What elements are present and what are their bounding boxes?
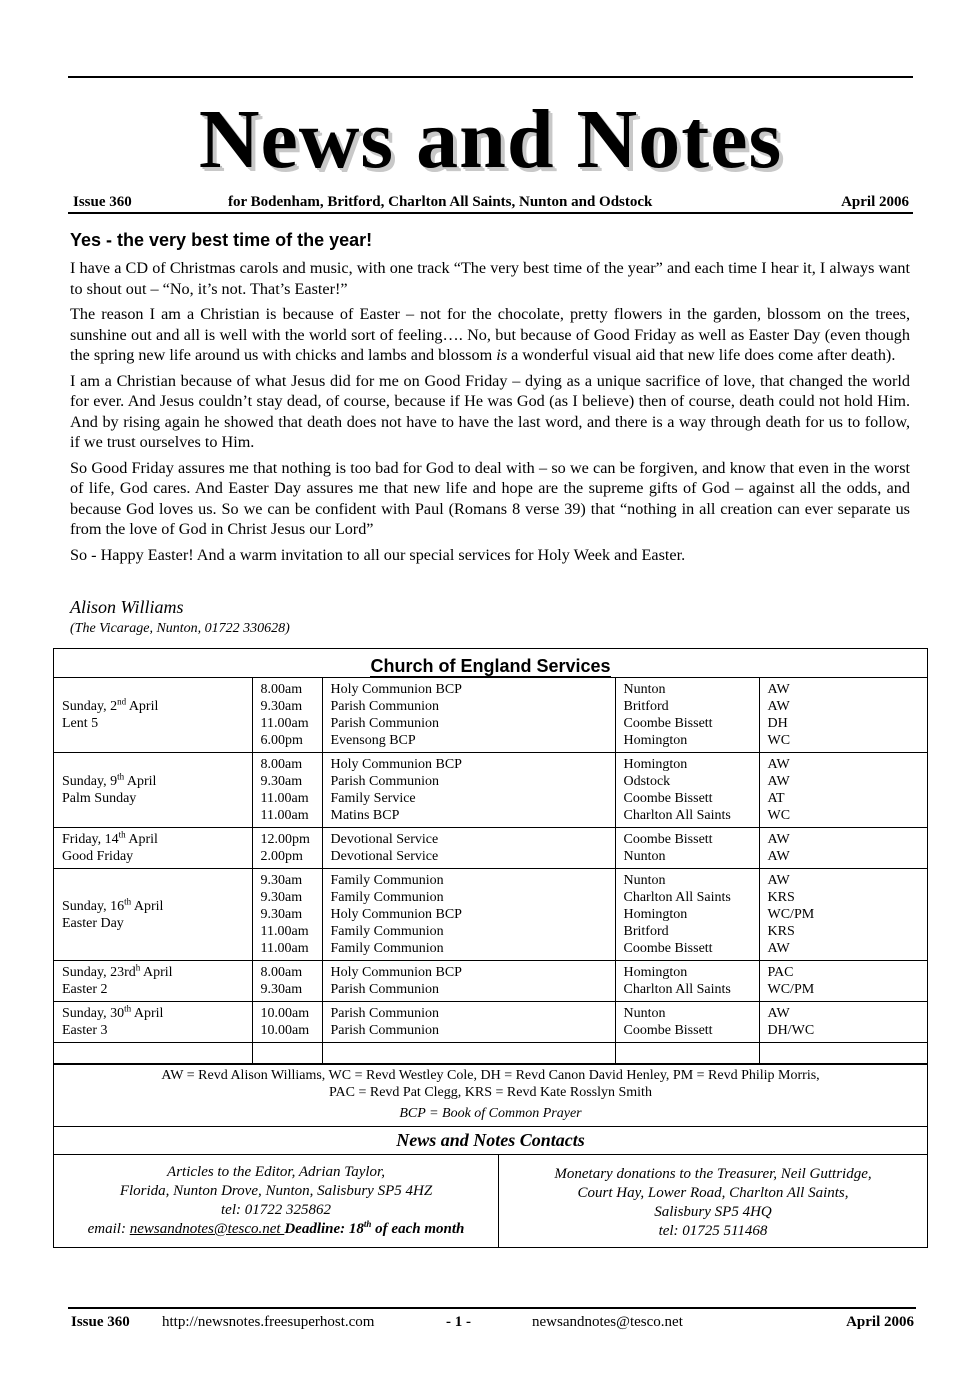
- service-name: Family Communion: [330, 873, 444, 888]
- service-time: 8.00am: [260, 965, 303, 980]
- service-place-cell: [615, 678, 759, 753]
- service-place: Homington: [623, 907, 688, 922]
- service-time: 11.00am: [260, 716, 309, 731]
- service-day: [54, 869, 252, 961]
- contacts-title: News and Notes Contacts: [54, 1126, 927, 1155]
- service-place: Coombe Bissett: [623, 941, 713, 956]
- service-place: Coombe Bissett: [623, 716, 713, 731]
- service-place-cell: [615, 753, 759, 828]
- clergy-key-line: AW = Revd Alison Williams, WC = Revd Westley Cole, DH = Revd Canon David Henley, PM = Revd Philip Morris,: [161, 1068, 820, 1083]
- service-time: 10.00am: [260, 1006, 310, 1021]
- service-time: 8.00am: [260, 682, 303, 697]
- article-text: a wonderful visual aid that new life does come after death).: [507, 346, 896, 364]
- masthead-title: News and Notes: [198, 93, 783, 186]
- article-body: [70, 258, 910, 570]
- service-place: Charlton All Saints: [623, 808, 731, 823]
- service-date: Sunday, 9th April: [62, 771, 157, 789]
- service-clergy: KRS: [767, 890, 795, 905]
- service-clergy: AW: [767, 873, 790, 888]
- service-time-cell: [252, 828, 322, 869]
- service-place: Coombe Bissett: [623, 791, 713, 806]
- service-time: 11.00am: [260, 924, 309, 939]
- service-clergy-cell: [759, 869, 927, 961]
- service-clergy: AW: [767, 757, 790, 772]
- service-name: Holy Communion BCP: [330, 682, 462, 697]
- editor-phone: tel: 01722 325862: [221, 1202, 331, 1218]
- services-table: [54, 678, 927, 1064]
- service-name: Family Communion: [330, 941, 444, 956]
- service-clergy: DH/WC: [767, 1023, 815, 1038]
- service-name: Family Service: [330, 791, 416, 806]
- editor-email-line: [58, 1220, 494, 1239]
- service-date: Sunday, 30th April: [62, 1003, 164, 1021]
- service-name-cell: [322, 753, 615, 828]
- editor-contact: [54, 1155, 499, 1247]
- service-clergy: AW: [767, 699, 790, 714]
- article-text: The reason I am a Christian is because of Easter – not for the chocolate, pretty flowers in the garden, blossom on the trees, sunshine out and all is well with the world sort of feeling…. No, but because of Good Friday as well as Easter Day (even though the spring new life around us with chicks and lambs and blossom: [70, 305, 910, 364]
- service-place-cell: [615, 828, 759, 869]
- service-time: 12.00pm: [260, 832, 310, 847]
- service-clergy: WC: [767, 808, 791, 823]
- service-name: Parish Communion: [330, 1023, 440, 1038]
- footer: [68, 1307, 916, 1335]
- service-row: [54, 1002, 927, 1043]
- article-paragraph: I have a CD of Christmas carols and music, with one track “The very best time of the year” and each time I hear it, I always want to shout out – “No, it’s not. That’s Easter!”: [70, 259, 910, 298]
- service-time-cell: [252, 961, 322, 1002]
- service-clergy: AW: [767, 774, 790, 789]
- deadline: [284, 1221, 464, 1237]
- service-time: 9.30am: [260, 907, 303, 922]
- service-name: Parish Communion: [330, 716, 440, 731]
- deadline-text: of each month: [371, 1221, 465, 1237]
- service-row: [54, 753, 927, 828]
- service-date: Sunday, 16th April: [62, 895, 164, 914]
- service-clergy: AW: [767, 941, 790, 956]
- service-place: Nunton: [623, 1006, 666, 1021]
- treasurer-address: Salisbury SP5 4HQ: [654, 1204, 772, 1220]
- service-place: Coombe Bissett: [623, 832, 713, 847]
- service-time: 11.00am: [260, 941, 309, 956]
- service-name-cell: [322, 1002, 615, 1043]
- service-clergy: PAC: [767, 965, 794, 980]
- footer-email-link[interactable]: newsandnotes@tesco.net: [532, 1314, 683, 1330]
- service-name-cell: [322, 828, 615, 869]
- service-date: Sunday, $23rd^h$ April: [62, 962, 173, 980]
- service-clergy-cell: [759, 753, 927, 828]
- service-place: Odstock: [623, 774, 671, 789]
- service-time-cell: [252, 1002, 322, 1043]
- treasurer-contact: [499, 1155, 927, 1247]
- service-name: Parish Communion: [330, 774, 440, 789]
- service-clergy: AT: [767, 791, 785, 806]
- service-time: 6.00pm: [260, 733, 303, 748]
- service-day: [54, 678, 252, 753]
- service-time: 9.30am: [260, 873, 303, 888]
- service-clergy: WC: [767, 733, 791, 748]
- service-name: Holy Communion BCP: [330, 907, 462, 922]
- service-occasion: Palm Sunday: [62, 791, 137, 806]
- service-place: Homington: [623, 733, 688, 748]
- service-time: 9.30am: [260, 890, 303, 905]
- blank-cell: [54, 1043, 252, 1064]
- service-occasion: Lent 5: [62, 716, 99, 731]
- service-time-cell: [252, 753, 322, 828]
- service-clergy-cell: [759, 678, 927, 753]
- bcp-note: BCP = Book of Common Prayer: [399, 1106, 582, 1121]
- service-clergy: WC/PM: [767, 907, 815, 922]
- service-time-cell: [252, 869, 322, 961]
- service-clergy: KRS: [767, 924, 795, 939]
- service-name: Holy Communion BCP: [330, 757, 462, 772]
- blank-cell: [615, 1043, 759, 1064]
- service-place: Coombe Bissett: [623, 1023, 713, 1038]
- service-time: 9.30am: [260, 774, 303, 789]
- service-name: Parish Communion: [330, 699, 440, 714]
- service-name: Holy Communion BCP: [330, 965, 462, 980]
- service-place: Nunton: [623, 682, 666, 697]
- deadline-text: Deadline: 18: [284, 1221, 364, 1237]
- service-place: Britford: [623, 924, 669, 939]
- article-headline: Yes - the very best time of the year!: [70, 230, 373, 250]
- deadline-sup: th: [363, 1219, 372, 1229]
- service-clergy-cell: [759, 828, 927, 869]
- clergy-key-line: PAC = Revd Pat Clegg, KRS = Revd Kate Rosslyn Smith: [329, 1085, 652, 1100]
- service-time: 9.30am: [260, 982, 303, 997]
- services-box: [53, 648, 928, 1248]
- service-day: [54, 1002, 252, 1043]
- treasurer-phone: tel: 01725 511468: [658, 1223, 768, 1239]
- service-date: Friday, 14th April: [62, 829, 158, 847]
- editor-email-link[interactable]: newsandnotes@tesco.net: [129, 1221, 285, 1237]
- service-name: Parish Communion: [330, 982, 440, 997]
- service-name: Parish Communion: [330, 1006, 440, 1021]
- service-clergy: AW: [767, 682, 790, 697]
- service-date: Sunday, 2nd April: [62, 696, 159, 714]
- service-name: Family Communion: [330, 890, 444, 905]
- service-place: Nunton: [623, 873, 666, 888]
- service-name: Devotional Service: [330, 832, 439, 847]
- service-row: [54, 869, 927, 961]
- blank-cell: [322, 1043, 615, 1064]
- service-name: Devotional Service: [330, 849, 439, 864]
- service-row: [54, 678, 927, 753]
- service-row: [54, 828, 927, 869]
- editor-address: Florida, Nunton Drove, Nunton, Salisbury SP5 4HZ: [119, 1183, 433, 1199]
- service-day: [54, 828, 252, 869]
- footer-issue: Issue 360: [71, 1314, 130, 1330]
- service-place: Homington: [623, 965, 688, 980]
- service-time-cell: [252, 678, 322, 753]
- service-place: Charlton All Saints: [623, 890, 731, 905]
- service-time: 11.00am: [260, 791, 309, 806]
- email-label: email:: [87, 1221, 130, 1237]
- service-place-cell: [615, 1002, 759, 1043]
- service-time: 2.00pm: [260, 849, 303, 864]
- signature-address: (The Vicarage, Nunton, 01722 330628): [70, 621, 290, 636]
- service-place: Homington: [623, 757, 688, 772]
- footer-url-link[interactable]: http://newsnotes.freesuperhost.com: [162, 1314, 375, 1330]
- service-name: Family Communion: [330, 924, 444, 939]
- service-day: [54, 961, 252, 1002]
- services-title: [54, 649, 927, 678]
- issue-line: [68, 192, 913, 214]
- service-clergy-cell: [759, 961, 927, 1002]
- service-place-cell: [615, 961, 759, 1002]
- editor-line: Articles to the Editor, Adrian Taylor,: [167, 1164, 385, 1180]
- blank-row: [54, 1043, 927, 1064]
- service-name: Matins BCP: [330, 808, 400, 823]
- service-time: 8.00am: [260, 757, 303, 772]
- services-title-text: Church of England Services: [370, 656, 611, 676]
- footer-date: April 2006: [846, 1314, 914, 1330]
- clergy-key: [54, 1064, 927, 1126]
- issue-date: April 2006: [841, 194, 909, 210]
- issue-number: Issue 360: [73, 194, 132, 210]
- service-place: Charlton All Saints: [623, 982, 731, 997]
- article-emphasis: is: [496, 346, 508, 364]
- service-clergy: AW: [767, 849, 790, 864]
- service-clergy: WC/PM: [767, 982, 815, 997]
- article-paragraph: I am a Christian because of what Jesus did for me on Good Friday – dying as a unique sacrifice of love, that changed the world for ever. And Jesus couldn’t stay dead, of course, because if He was God (as I believe) then of course, death could not hold Him. And by rising again he showed that death does not have to have the last word, and there is a way through death for us to follow, if we trust ourselves to Him.: [70, 371, 910, 451]
- service-occasion: Good Friday: [62, 849, 134, 864]
- service-occasion: Easter Day: [62, 915, 124, 931]
- treasurer-line: Monetary donations to the Treasurer, Neil Guttridge,: [554, 1166, 872, 1182]
- service-place: Nunton: [623, 849, 666, 864]
- service-place: Britford: [623, 699, 669, 714]
- page-number: - 1 -: [446, 1314, 471, 1330]
- service-occasion: Easter 2: [62, 982, 108, 997]
- article-paragraph: So Good Friday assures me that nothing is too bad for God to deal with – so we can be forgiven, and know that even in the worst of life, God cares. And Easter Day assures me that new life and hope are the supreme gifts of God – against all the odds, and because God loves us. So we can be confident with Paul (Romans 8 verse 39) that “nothing in all creation can ever separate us from the love of God in Christ Jesus our Lord”: [70, 458, 910, 538]
- service-time: 9.30am: [260, 699, 303, 714]
- service-clergy: AW: [767, 1006, 790, 1021]
- parishes-line: for Bodenham, Britford, Charlton All Saints, Nunton and Odstock: [228, 194, 653, 210]
- service-name-cell: [322, 869, 615, 961]
- service-name: Evensong BCP: [330, 733, 416, 748]
- service-name-cell: [322, 961, 615, 1002]
- service-clergy-cell: [759, 1002, 927, 1043]
- blank-cell: [252, 1043, 322, 1064]
- service-day: [54, 753, 252, 828]
- service-clergy: AW: [767, 832, 790, 847]
- service-name-cell: [322, 678, 615, 753]
- service-row: [54, 961, 927, 1002]
- service-occasion: Easter 3: [62, 1023, 108, 1038]
- blank-cell: [759, 1043, 927, 1064]
- top-rule: [68, 76, 913, 78]
- service-place-cell: [615, 869, 759, 961]
- service-time: 10.00am: [260, 1023, 310, 1038]
- contacts: [54, 1155, 927, 1247]
- article-paragraph: So - Happy Easter! And a warm invitation to all our special services for Holy Week and Easter.: [70, 545, 686, 564]
- article-paragraph: [70, 304, 910, 366]
- service-time: 11.00am: [260, 808, 309, 823]
- service-clergy: DH: [767, 716, 788, 731]
- treasurer-address: Court Hay, Lower Road, Charlton All Saints,: [577, 1185, 849, 1201]
- signature: Alison Williams: [70, 597, 184, 617]
